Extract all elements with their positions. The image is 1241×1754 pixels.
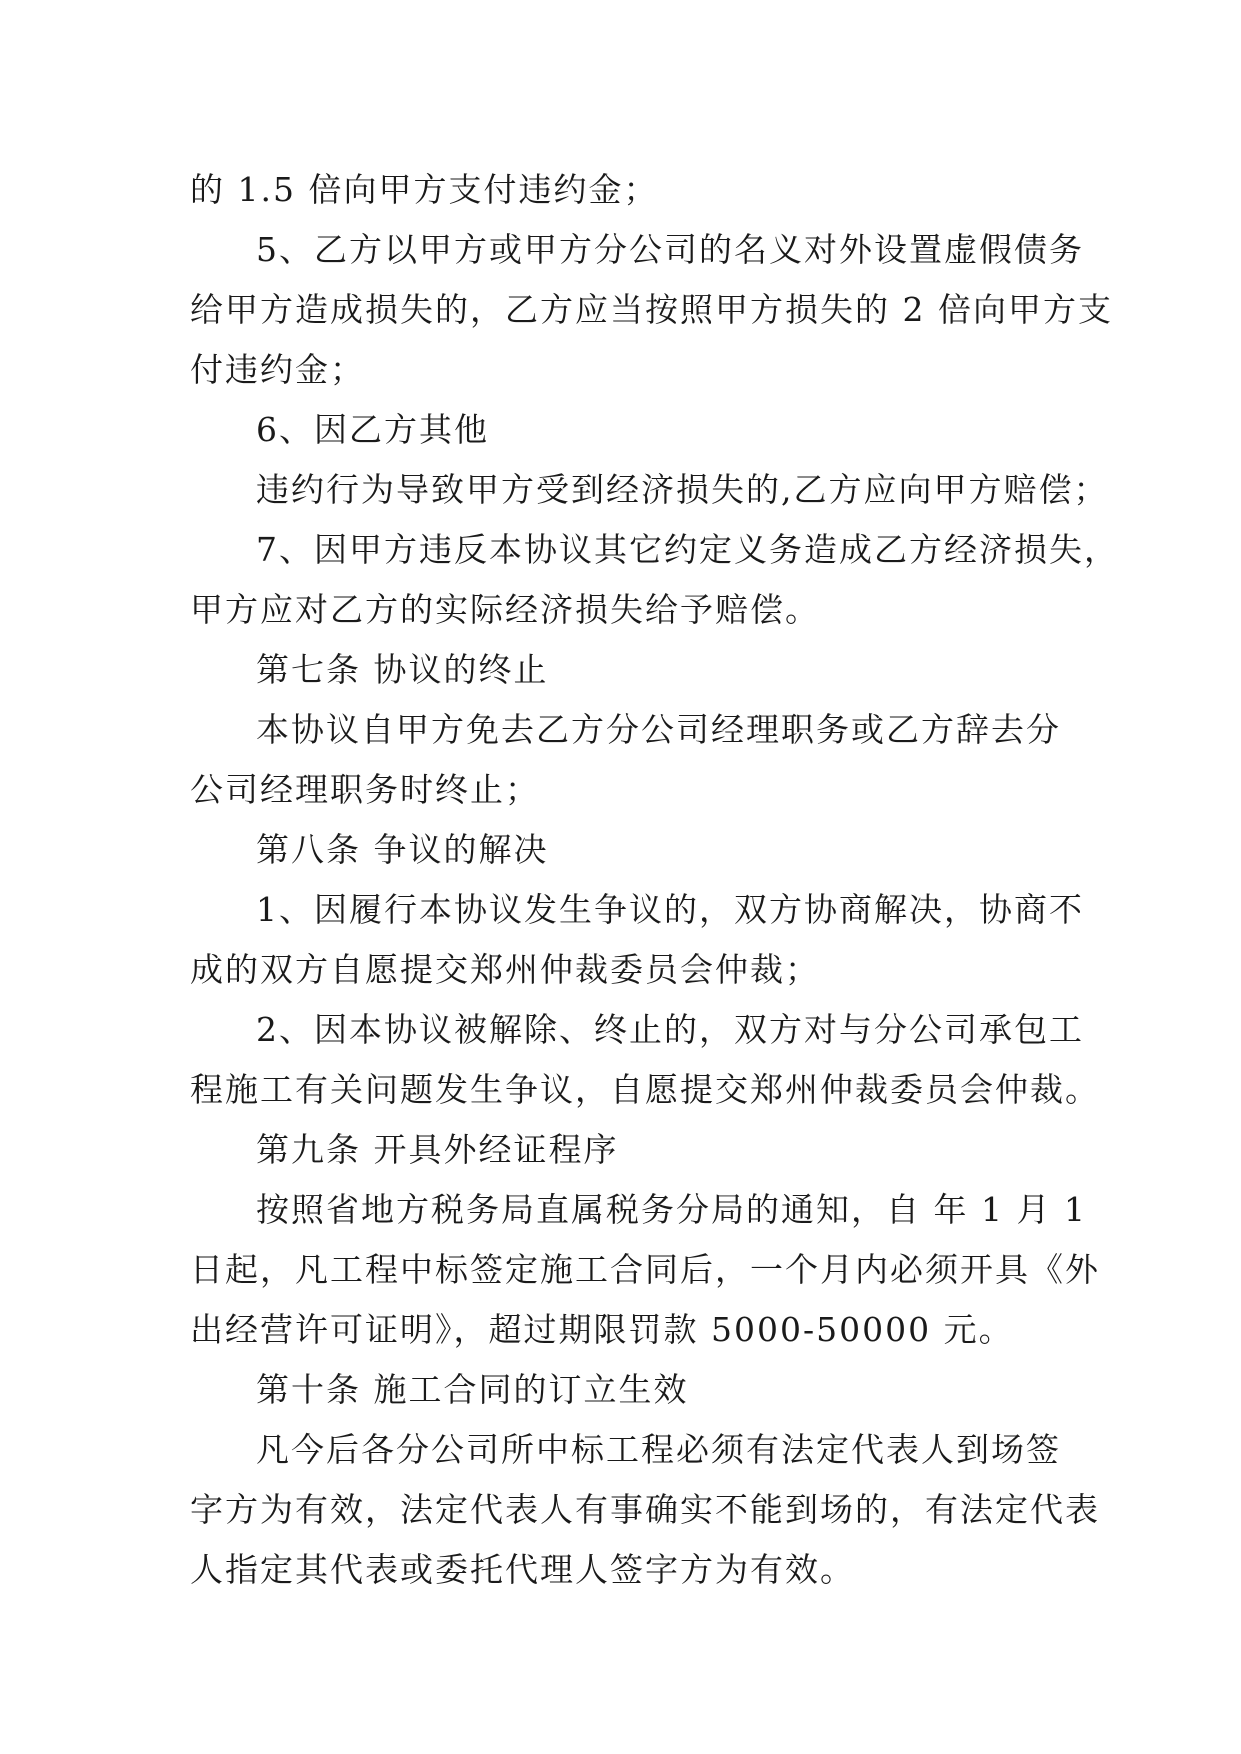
section-heading: 第十条 施工合同的订立生效 (256, 1370, 689, 1409)
text-line: 7、因甲方违反本协议其它约定义务造成乙方经济损失， (256, 530, 1119, 569)
text-line: 人指定其代表或委托代理人签字方为有效。 (190, 1550, 855, 1589)
text-line: 1、因履行本协议发生争议的，双方协商解决，协商不 (256, 890, 1084, 929)
document-body (190, 160, 1119, 1600)
text-line: 5、乙方以甲方或甲方分公司的名义对外设置虚假债务 (256, 230, 1084, 269)
text-line: 凡今后各分公司所中标工程必须有法定代表人到场签 (256, 1430, 1061, 1469)
text-line: 出经营许可证明》，超过期限罚款 5000-50000 元。 (190, 1310, 1014, 1349)
section-heading: 第九条 开具外经证程序 (256, 1130, 619, 1169)
text-line: 付违约金； (190, 350, 365, 389)
section-heading: 第八条 争议的解决 (256, 830, 549, 869)
text-line: 违约行为导致甲方受到经济损失的,乙方应向甲方赔偿； (256, 470, 1109, 509)
text-line: 给甲方造成损失的，乙方应当按照甲方损失的 2 倍向甲方支 (190, 290, 1113, 329)
text-line: 按照省地方税务局直属税务分局的通知，自 年 1 月 1 (256, 1190, 1087, 1229)
text-line: 甲方应对乙方的实际经济损失给予赔偿。 (190, 590, 820, 629)
text-line: 本协议自甲方免去乙方分公司经理职务或乙方辞去分 (256, 710, 1061, 749)
text-line: 成的双方自愿提交郑州仲裁委员会仲裁； (190, 950, 820, 989)
text-line: 字方为有效，法定代表人有事确实不能到场的，有法定代表 (190, 1490, 1100, 1529)
text-line: 2、因本协议被解除、终止的，双方对与分公司承包工 (256, 1010, 1084, 1049)
text-line: 的 1.5 倍向甲方支付违约金； (190, 170, 659, 209)
text-line: 6、因乙方其他 (256, 410, 489, 449)
text-line: 公司经理职务时终止； (190, 770, 540, 809)
text-line: 日起，凡工程中标签定施工合同后，一个月内必须开具《外 (190, 1250, 1100, 1289)
text-line: 程施工有关问题发生争议，自愿提交郑州仲裁委员会仲裁。 (190, 1070, 1100, 1109)
section-heading: 第七条 协议的终止 (256, 650, 549, 689)
